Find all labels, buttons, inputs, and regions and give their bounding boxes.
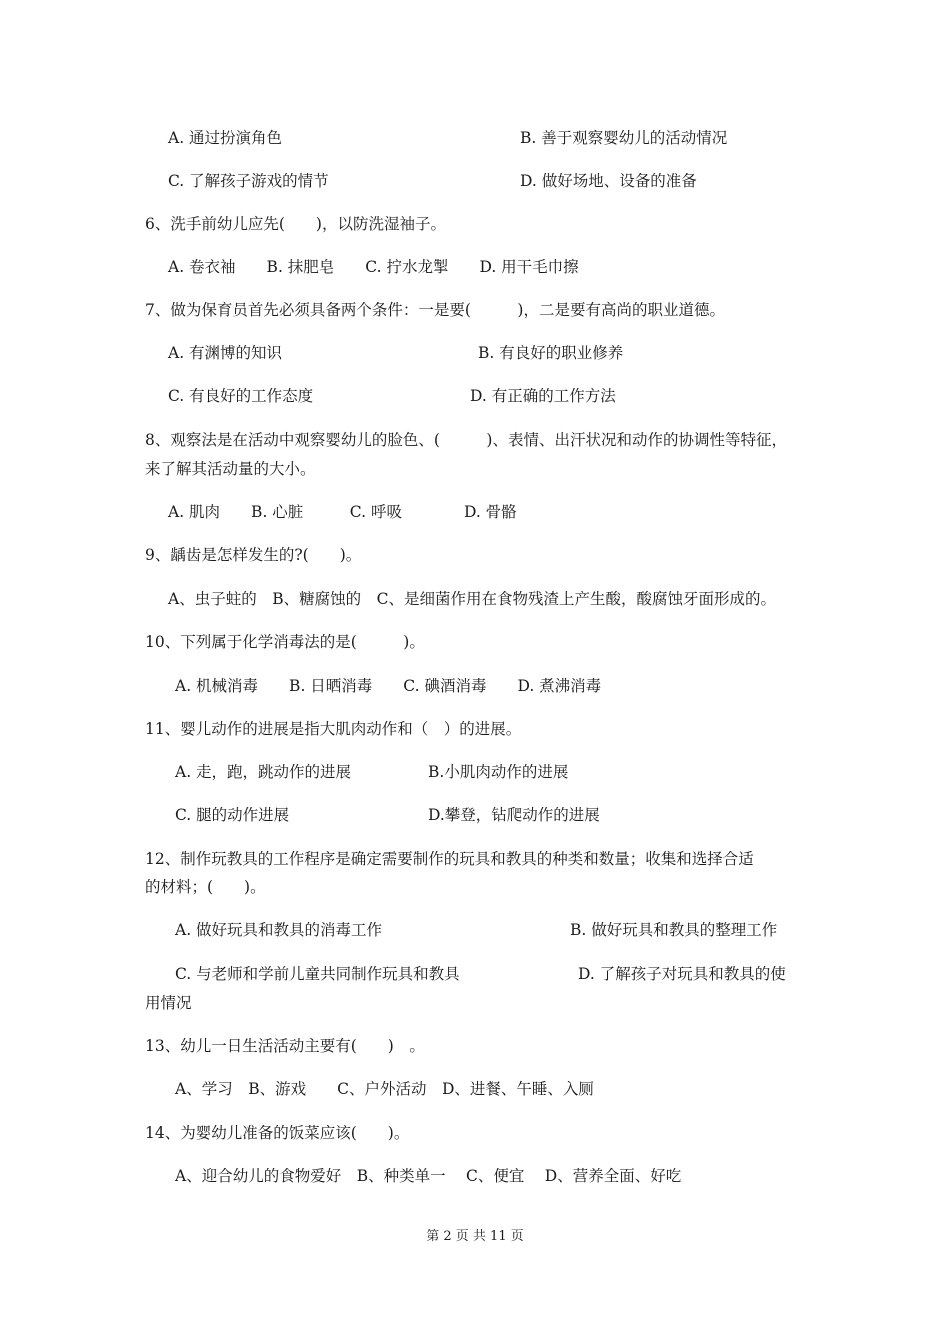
question-line: 9、龋齿是怎样发生的?( )。: [145, 546, 362, 564]
option-line: B. 善于观察婴幼儿的活动情况: [520, 129, 728, 147]
question-line: 12、制作玩教具的工作程序是确定需要制作的玩具和教具的种类和数量；收集和选择合适: [145, 850, 754, 868]
question-line: 14、为婴幼儿准备的饭菜应该( )。: [145, 1124, 410, 1142]
question-line: 7、做为保育员首先必须具备两个条件：一是要( )，二是要有高尚的职业道德。: [145, 301, 725, 319]
option-line: A、迎合幼儿的食物爱好 B、种类单一 C、便宜 D、营养全面、好吃: [175, 1167, 682, 1185]
option-line: C. 腿的动作进展: [175, 806, 290, 824]
option-line: 的材料；( )。: [145, 878, 266, 896]
option-line: A. 机械消毒 B. 日晒消毒 C. 碘酒消毒 D. 煮沸消毒: [175, 677, 602, 695]
option-line: D. 了解孩子对玩具和教具的使: [578, 965, 786, 983]
option-line: C. 有良好的工作态度: [168, 387, 314, 405]
option-line: A、虫子蛀的 B、糖腐蚀的 C、是细菌作用在食物残渣上产生酸，酸腐蚀牙面形成的。: [168, 590, 776, 608]
option-line: B. 有良好的职业修养: [478, 344, 624, 362]
option-line: A. 通过扮演角色: [168, 129, 283, 147]
option-line: A. 走，跑，跳动作的进展: [175, 763, 352, 781]
option-line: C. 与老师和学前儿童共同制作玩具和教具: [175, 965, 460, 983]
option-line: C. 了解孩子游戏的情节: [168, 172, 329, 190]
option-line: A. 有渊博的知识: [168, 344, 283, 362]
option-line: D.攀登，钻爬动作的进展: [428, 806, 600, 824]
option-line: A. 卷衣袖 B. 抹肥皂 C. 拧水龙掣 D. 用干毛巾擦: [168, 258, 579, 276]
option-line: A. 做好玩具和教具的消毒工作: [175, 921, 383, 939]
option-line: A、学习 B、游戏 C、户外活动 D、进餐、午睡、入厕: [175, 1080, 594, 1098]
question-line: 8、观察法是在活动中观察婴幼儿的脸色、( )、表情、出汗状况和动作的协调性等特征，: [145, 431, 787, 449]
option-line: 用情况: [145, 994, 192, 1012]
option-line: D. 有正确的工作方法: [470, 387, 616, 405]
question-line: 13、幼儿一日生活活动主要有( ) 。: [145, 1037, 425, 1055]
option-line: B. 做好玩具和教具的整理工作: [570, 921, 778, 939]
question-line: 10、下列属于化学消毒法的是( )。: [145, 633, 425, 651]
option-line: B.小肌肉动作的进展: [428, 763, 569, 781]
question-line: 6、洗手前幼儿应先( )，以防洗湿袖子。: [145, 215, 446, 233]
option-line: D. 做好场地、设备的准备: [520, 172, 697, 190]
question-line: 11、婴儿动作的进展是指大肌肉动作和（ ）的进展。: [145, 720, 522, 738]
page-number: 第 2 页 共 11 页: [426, 1229, 524, 1244]
option-line: A. 肌肉 B. 心脏 C. 呼吸 D. 骨骼: [168, 503, 517, 521]
option-line: 来了解其活动量的大小。: [145, 460, 316, 478]
